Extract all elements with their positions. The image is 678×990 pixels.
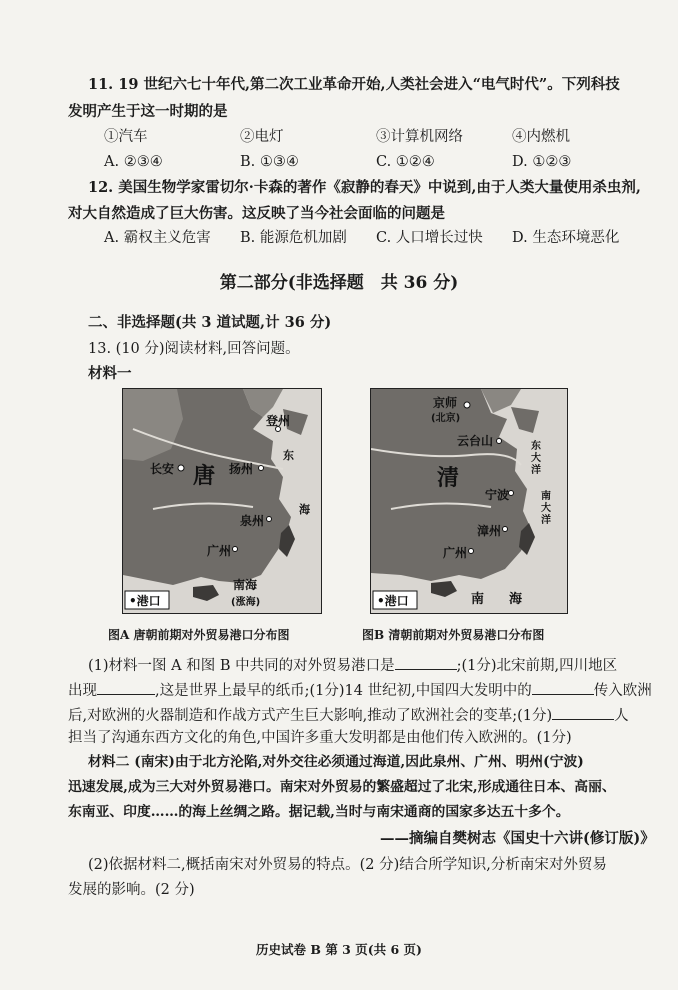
map-b-label-zhangzhou: 漳州 bbox=[477, 524, 502, 538]
map-b-label-yang: 洋 bbox=[531, 465, 541, 476]
page-footer: 历史试卷 B 第 3 页(共 6 页) bbox=[256, 942, 422, 957]
q12-option-a: A. 霸权主义危害 bbox=[104, 230, 211, 246]
map-a-city-changan bbox=[178, 465, 184, 471]
q13-1-line2 bbox=[68, 681, 652, 699]
q12-stem-line2: 对大自然造成了巨大伤害。这反映了当今社会面临的问题是 bbox=[68, 205, 445, 222]
map-a-label-dengzhou: 登州 bbox=[266, 414, 291, 428]
q11-option-d: D. ①②③ bbox=[512, 154, 572, 170]
q11-option-b: B. ①③④ bbox=[240, 154, 299, 170]
map-b-port-ningbo bbox=[509, 491, 514, 496]
map-a-caption: 图A 唐朝前期对外贸易港口分布图 bbox=[108, 628, 290, 642]
q11-option-a: A. ②③④ bbox=[104, 154, 163, 170]
map-b-label-ningbo: 宁波 bbox=[485, 488, 510, 502]
map-b-label-da: 大 bbox=[531, 453, 541, 464]
q13-1-line3-a: 后,对欧洲的火器制造和作战方式产生巨大影响,推动了欧洲社会的变革;(1分) bbox=[68, 708, 553, 724]
q11-stem-line2: 发明产生于这一时期的是 bbox=[68, 103, 228, 120]
q12-stem-line1: 12. 美国生物学家雷切尔·卡森的著作《寂静的春天》中说到,由于人类大量使用杀虫剂, bbox=[88, 179, 641, 196]
q13-1-line2-b: ,这是世界上最早的纸币;(1分)14 世纪初,中国四大发明中的 bbox=[155, 683, 532, 699]
q11-item-2: ②电灯 bbox=[240, 129, 284, 145]
map-b-caption: 图B 清朝前期对外贸易港口分布图 bbox=[362, 628, 545, 642]
q13-2-line1: (2)依据材料二,概括南宋对外贸易的特点。(2 分)结合所学知识,分析南宋对外贸易 bbox=[88, 857, 607, 873]
map-a-graphic bbox=[123, 389, 321, 613]
q11-stem-line1: 11. 19 世纪六七十年代,第二次工业革命开始,人类社会进入“电气时代”。下列科技 bbox=[88, 76, 620, 93]
answer-blank-1[interactable] bbox=[395, 656, 457, 670]
q13-1-line1-a: (1)材料一图 A 和图 B 中共同的对外贸易港口是 bbox=[88, 658, 395, 674]
map-b-legend: •港口 bbox=[377, 594, 409, 608]
map-a-label-tang: 唐 bbox=[193, 464, 216, 489]
answer-blank-4[interactable] bbox=[552, 706, 614, 720]
q13-2-line2: 发展的影响。(2 分) bbox=[68, 882, 195, 898]
answer-blank-3[interactable] bbox=[532, 681, 594, 695]
map-b-graphic bbox=[371, 389, 567, 613]
map-a-port-quanzhou bbox=[267, 517, 272, 522]
answer-blank-2[interactable] bbox=[97, 681, 155, 695]
q11-item-4: ④内燃机 bbox=[512, 129, 570, 145]
q13-1-line1-b: ;(1分)北宋前期,四川地区 bbox=[456, 658, 618, 674]
map-b-city-jingshi bbox=[464, 402, 470, 408]
map-a-label-zhanghai: (涨海) bbox=[231, 597, 261, 608]
map-b-port-yuntaishan bbox=[497, 439, 502, 444]
q13-1-line1 bbox=[88, 656, 617, 674]
q11-item-3: ③计算机网络 bbox=[376, 129, 463, 145]
q12-option-c: C. 人口增长过快 bbox=[376, 230, 483, 246]
map-b-label-nan: 南 bbox=[541, 491, 551, 502]
map-b-label-yang2: 洋 bbox=[541, 515, 551, 526]
q11-item-1: ①汽车 bbox=[104, 129, 148, 145]
map-b-label-qing: 清 bbox=[437, 466, 460, 491]
q12-option-b: B. 能源危机加剧 bbox=[240, 230, 347, 246]
map-b-label-da2: 大 bbox=[541, 503, 551, 514]
map-a-label-changan: 长安 bbox=[150, 462, 175, 476]
map-a-label-quanzhou: 泉州 bbox=[240, 514, 265, 528]
map-b-label-guangzhou: 广州 bbox=[443, 546, 468, 560]
map-a-port-guangzhou bbox=[233, 547, 238, 552]
map-b bbox=[370, 388, 568, 614]
q11-option-c: C. ①②④ bbox=[376, 154, 435, 170]
material2-source: ——摘编自樊树志《国史十六讲(修订版)》 bbox=[380, 830, 655, 847]
q13-1-line3 bbox=[68, 706, 629, 724]
map-a bbox=[122, 388, 322, 614]
map-b-label-beijing: (北京) bbox=[431, 413, 461, 424]
map-a-label-yangzhou: 扬州 bbox=[229, 462, 254, 476]
map-b-label-dong: 东 bbox=[531, 441, 541, 452]
map-b-port-zhangzhou bbox=[503, 527, 508, 532]
map-b-label-nanhai-nan: 南 bbox=[471, 592, 485, 607]
q13-1-line4: 担当了沟通东西方文化的角色,中国许多重大发明都是由他们传入欧洲的。(1分) bbox=[68, 730, 572, 746]
map-a-port-yangzhou bbox=[259, 466, 264, 471]
q13-1-line2-a: 出现 bbox=[68, 683, 97, 699]
map-b-label-nanhai-hai: 海 bbox=[509, 592, 523, 607]
material1-label: 材料一 bbox=[88, 365, 132, 382]
q13-1-line2-c: 传入欧洲 bbox=[593, 683, 652, 699]
map-a-label-sea: 海 bbox=[299, 503, 310, 516]
map-a-label-east: 东 bbox=[283, 449, 294, 462]
material2-line1: 材料二 (南宋)由于北方沦陷,对外交往必须通过海道,因此泉州、广州、明州(宁波) bbox=[88, 754, 584, 770]
q13-intro: 13. (10 分)阅读材料,回答问题。 bbox=[88, 341, 300, 357]
section-heading: 二、非选择题(共 3 道试题,计 36 分) bbox=[88, 314, 332, 331]
map-b-port-guangzhou bbox=[469, 549, 474, 554]
q12-option-d: D. 生态环境恶化 bbox=[512, 230, 620, 246]
part2-title: 第二部分(非选择题 共 36 分) bbox=[219, 273, 459, 293]
map-a-label-guangzhou: 广州 bbox=[207, 544, 232, 558]
material2-line3: 东南亚、印度……的海上丝绸之路。据记载,当时与南宋通商的国家多达五十多个。 bbox=[68, 804, 570, 820]
material2-line2: 迅速发展,成为三大对外贸易港口。南宋对外贸易的繁盛超过了北宋,形成通往日本、高丽、 bbox=[68, 779, 616, 795]
map-a-label-nanhai: 南海 bbox=[233, 578, 258, 592]
q13-1-line3-b: 人 bbox=[614, 708, 629, 724]
map-b-label-jingshi: 京师 bbox=[433, 396, 458, 410]
map-a-legend: •港口 bbox=[129, 594, 161, 608]
map-b-label-yuntaishan: 云台山 bbox=[457, 434, 494, 448]
